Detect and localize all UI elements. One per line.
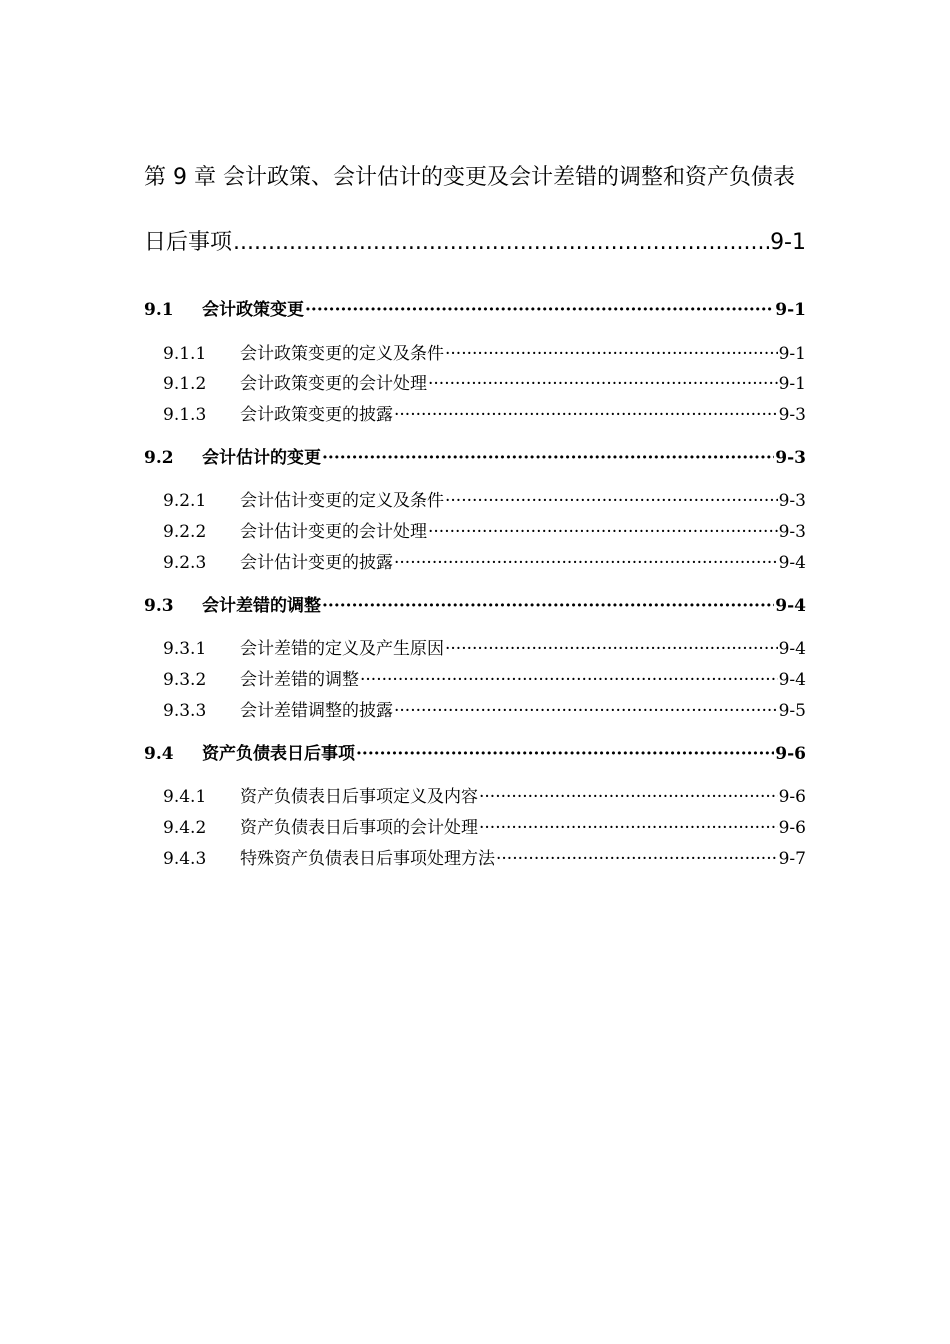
subsection-number: 9.1.3 [163, 405, 207, 425]
dot-leader [479, 787, 778, 807]
subsection-page-number: 9-3 [778, 491, 806, 511]
dot-leader [394, 701, 778, 721]
subsection-number: 9.4.3 [163, 849, 207, 869]
subsection-number: 9.1.1 [163, 344, 207, 364]
dot-leader [445, 344, 778, 364]
dot-leader [233, 230, 769, 255]
section-title: 资产负债表日后事项 [202, 744, 355, 764]
chapter-title-text: 第 9 章 会计政策、会计估计的变更及会计差错的调整和资产负债表 [144, 165, 795, 190]
toc-section-9-1[interactable] [144, 295, 806, 320]
toc-subsection-9-4-2[interactable] [144, 813, 806, 838]
dot-leader [322, 596, 774, 616]
toc-subsection-9-3-3[interactable] [144, 696, 806, 721]
toc-subsection-9-3-2[interactable] [144, 665, 806, 690]
subsection-number: 9.3.2 [163, 670, 207, 690]
chapter-page-number: 9-1 [770, 230, 806, 255]
section-page-number: 9-4 [775, 596, 806, 616]
toc-subsection-9-1-3[interactable] [144, 400, 806, 425]
dot-leader [479, 818, 778, 838]
subsection-page-number: 9-4 [778, 553, 806, 573]
toc-subsection-9-4-3[interactable] [144, 844, 806, 869]
subsection-number: 9.2.3 [163, 553, 207, 573]
subsection-page-number: 9-1 [778, 344, 806, 364]
toc-subsection-9-1-2[interactable] [144, 369, 806, 394]
section-number: 9.4 [144, 744, 174, 764]
dot-leader [428, 374, 778, 394]
toc-subsection-9-2-3[interactable] [144, 548, 806, 573]
subsection-page-number: 9-7 [778, 849, 806, 869]
subsection-title: 会计估计变更的会计处理 [240, 522, 427, 542]
dot-leader [445, 639, 778, 659]
section-number: 9.3 [144, 596, 174, 616]
dot-leader [322, 448, 774, 468]
section-page-number: 9-3 [775, 448, 806, 468]
subsection-number: 9.4.1 [163, 787, 207, 807]
subsection-page-number: 9-3 [778, 405, 806, 425]
subsection-page-number: 9-5 [778, 701, 806, 721]
subsection-title: 会计政策变更的披露 [240, 405, 393, 425]
toc-section-9-2[interactable] [144, 443, 806, 468]
dot-leader [360, 670, 778, 690]
toc-subsection-9-2-1[interactable] [144, 486, 806, 511]
toc-subsection-9-1-1[interactable] [144, 339, 806, 364]
subsection-page-number: 9-4 [778, 670, 806, 690]
section-number: 9.1 [144, 300, 174, 320]
subsection-number: 9.3.1 [163, 639, 207, 659]
toc-subsection-9-2-2[interactable] [144, 517, 806, 542]
section-title: 会计估计的变更 [202, 448, 321, 468]
subsection-number: 9.1.2 [163, 374, 207, 394]
subsection-page-number: 9-4 [778, 639, 806, 659]
section-title: 会计政策变更 [202, 300, 304, 320]
section-title: 会计差错的调整 [202, 596, 321, 616]
subsection-page-number: 9-3 [778, 522, 806, 542]
toc-chapter-title-line1[interactable] [144, 160, 806, 191]
section-page-number: 9-6 [775, 744, 806, 764]
toc-subsection-9-3-1[interactable] [144, 634, 806, 659]
dot-leader [394, 405, 778, 425]
subsection-number: 9.2.1 [163, 491, 207, 511]
subsection-title: 特殊资产负债表日后事项处理方法 [240, 849, 495, 869]
subsection-title: 资产负债表日后事项的会计处理 [240, 818, 478, 838]
subsection-title: 会计政策变更的会计处理 [240, 374, 427, 394]
dot-leader [496, 849, 778, 869]
dot-leader [445, 491, 778, 511]
subsection-title: 会计估计变更的披露 [240, 553, 393, 573]
subsection-title: 会计估计变更的定义及条件 [240, 491, 444, 511]
subsection-number: 9.4.2 [163, 818, 207, 838]
subsection-title: 会计差错的调整 [240, 670, 359, 690]
dot-leader [428, 522, 778, 542]
subsection-title: 会计差错的定义及产生原因 [240, 639, 444, 659]
subsection-page-number: 9-1 [778, 374, 806, 394]
subsection-title: 资产负债表日后事项定义及内容 [240, 787, 478, 807]
section-number: 9.2 [144, 448, 174, 468]
subsection-title: 会计政策变更的定义及条件 [240, 344, 444, 364]
toc-chapter-title-line2[interactable] [144, 225, 806, 256]
subsection-page-number: 9-6 [778, 818, 806, 838]
toc-subsection-9-4-1[interactable] [144, 782, 806, 807]
dot-leader [394, 553, 778, 573]
subsection-number: 9.2.2 [163, 522, 207, 542]
section-page-number: 9-1 [775, 300, 806, 320]
chapter-title-continued-text: 日后事项 [144, 230, 233, 255]
dot-leader [305, 300, 774, 320]
subsection-title: 会计差错调整的披露 [240, 701, 393, 721]
dot-leader [356, 744, 774, 764]
subsection-number: 9.3.3 [163, 701, 207, 721]
toc-section-9-3[interactable] [144, 591, 806, 616]
toc-section-9-4[interactable] [144, 739, 806, 764]
subsection-page-number: 9-6 [778, 787, 806, 807]
